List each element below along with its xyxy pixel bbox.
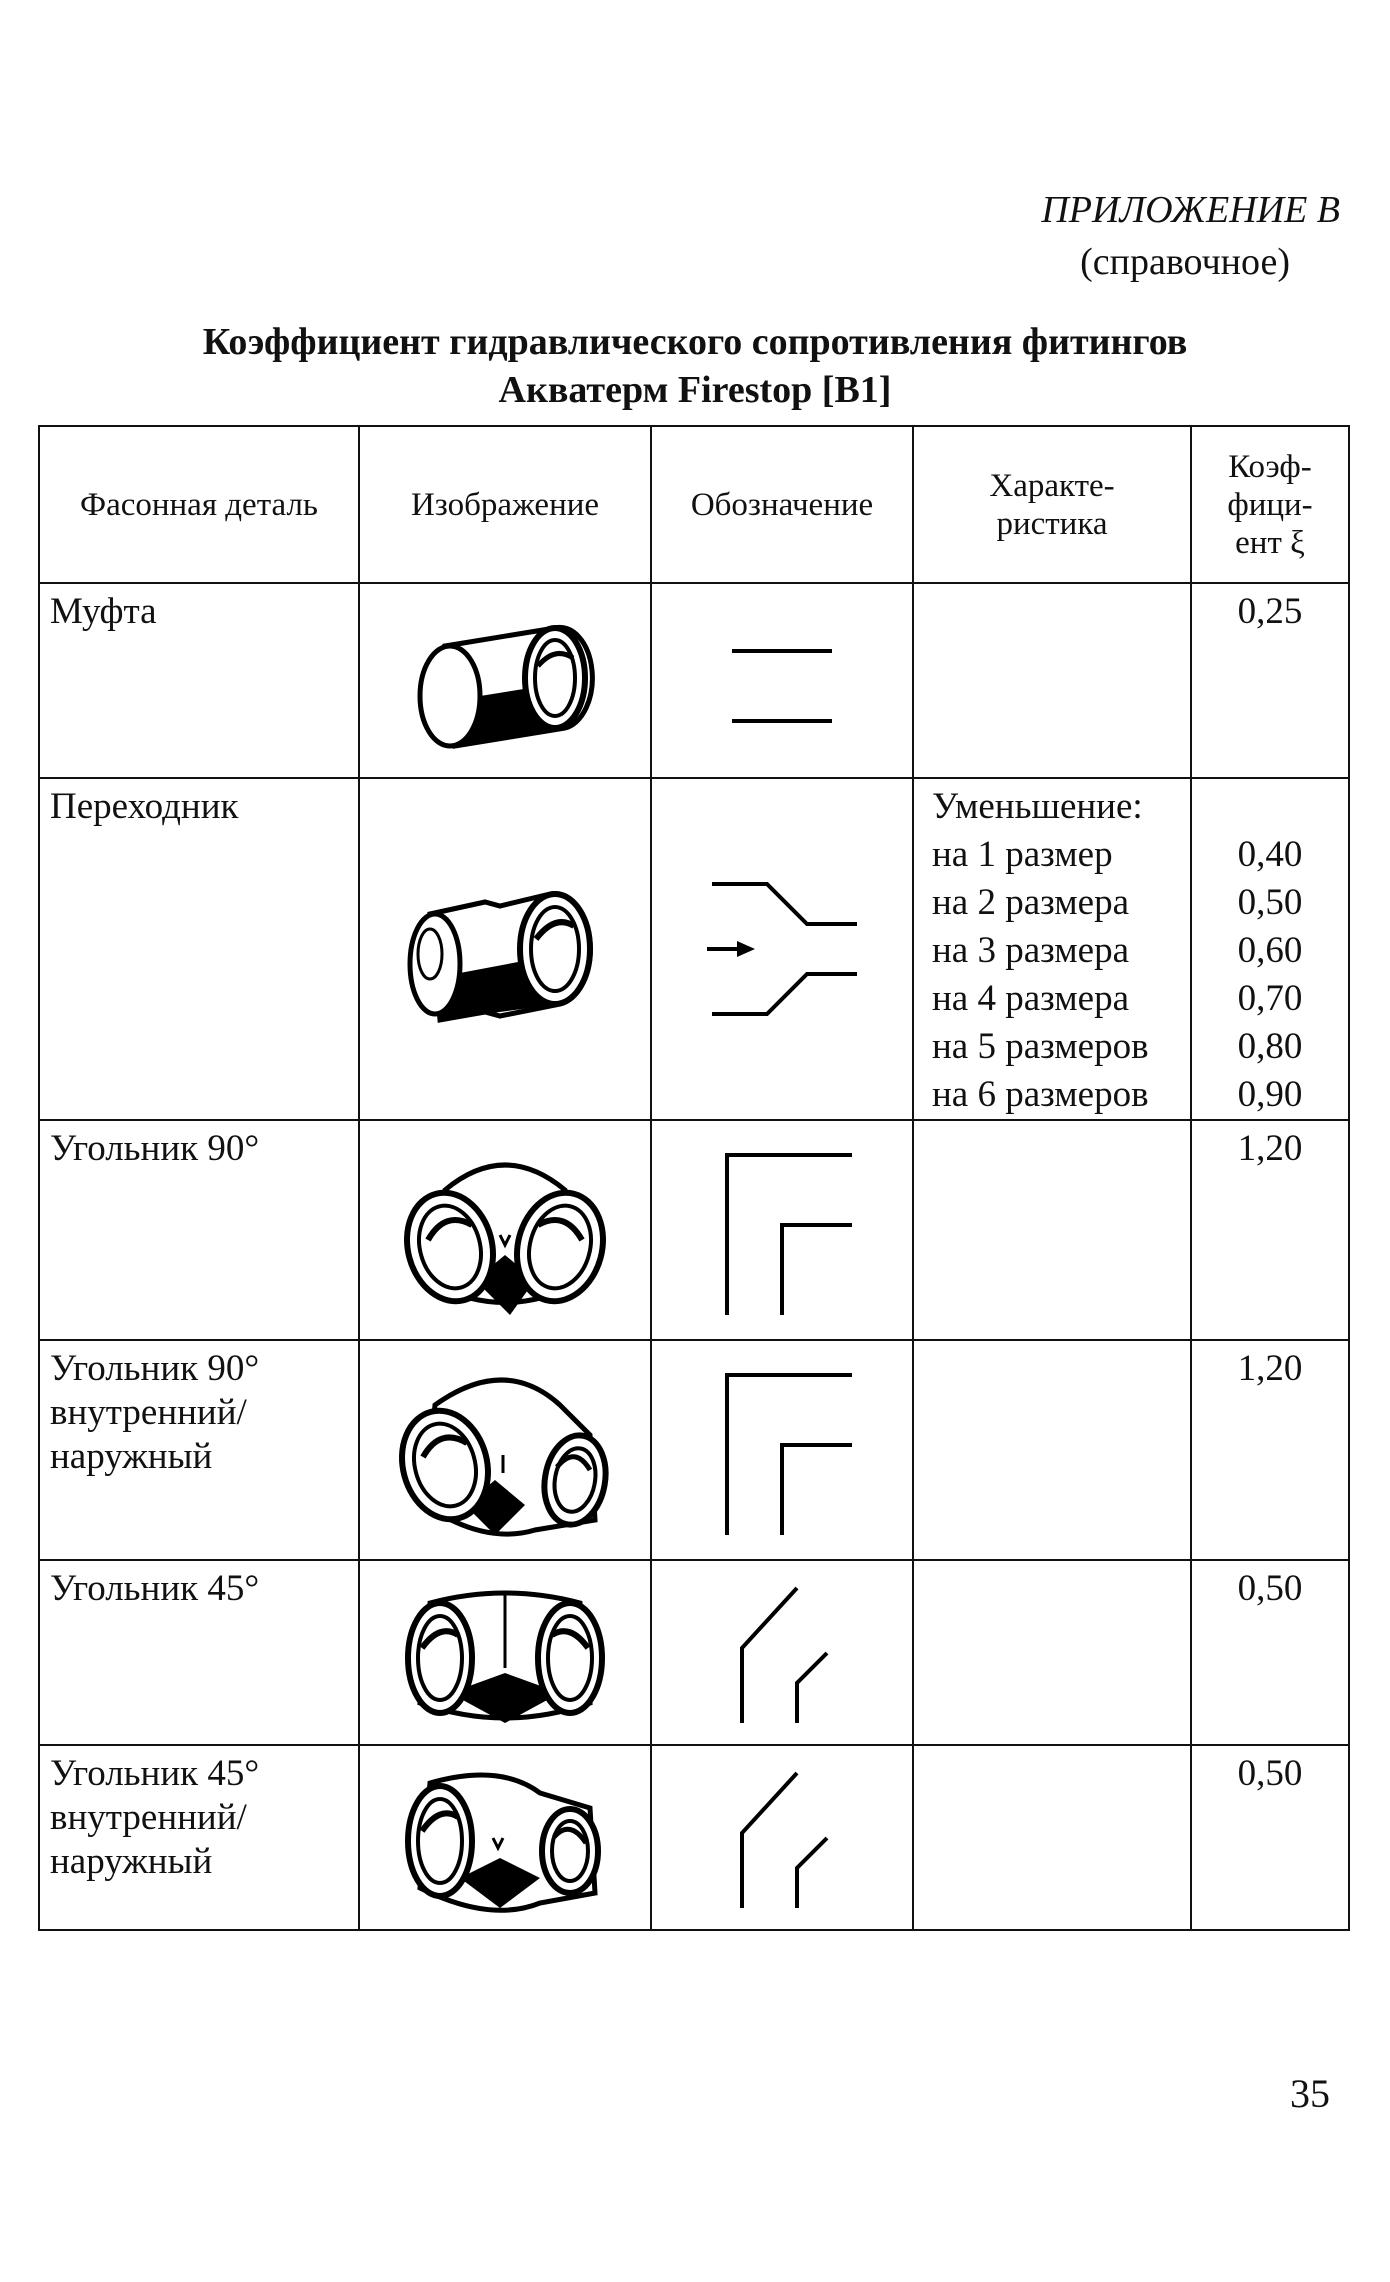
part-name: наружный — [50, 1436, 213, 1477]
fittings-table — [38, 425, 1350, 1931]
coefficient-value: 0,25 — [1237, 591, 1303, 632]
characteristic-item: на 3 размера — [932, 930, 1129, 971]
reducer-symbol-icon — [697, 859, 867, 1039]
part-name: Переходник — [50, 786, 239, 827]
header-coefficient — [1191, 426, 1349, 583]
coefficient-value: 1,20 — [1237, 1128, 1303, 1169]
table-row — [39, 778, 1349, 1120]
coupling-symbol-icon — [712, 611, 852, 751]
characteristic-item: на 6 размеров — [932, 1074, 1149, 1115]
table-row — [39, 1120, 1349, 1340]
part-coefficient-cell — [1191, 1560, 1349, 1745]
header-coefficient-line-3: ент ξ — [1235, 524, 1305, 561]
table-row — [39, 1560, 1349, 1745]
coefficient-value: 0,60 — [1237, 930, 1303, 971]
part-symbol-cell — [651, 1340, 913, 1560]
part-characteristic-cell — [913, 583, 1191, 778]
part-name-cell — [39, 583, 359, 778]
elbow-90-icon — [390, 1135, 620, 1325]
part-name-cell — [39, 1560, 359, 1745]
part-image-cell — [359, 583, 651, 778]
part-name: наружный — [50, 1841, 213, 1882]
header-characteristic-line-1: Характе- — [989, 467, 1115, 504]
part-symbol-cell — [651, 778, 913, 1120]
part-name: Угольник 90° — [50, 1348, 260, 1389]
table-row — [39, 1340, 1349, 1560]
part-name: Угольник 45° — [50, 1568, 260, 1609]
part-symbol-cell — [651, 583, 913, 778]
part-image-cell — [359, 1560, 651, 1745]
coefficient-value: 0,50 — [1237, 1753, 1303, 1794]
part-symbol-cell — [651, 1745, 913, 1930]
part-name: Угольник 45° — [50, 1753, 260, 1794]
part-coefficient-cell — [1191, 778, 1349, 1120]
part-name-cell — [39, 1745, 359, 1930]
table-row — [39, 583, 1349, 778]
elbow-90-symbol-icon — [702, 1135, 862, 1325]
part-coefficient-cell — [1191, 1340, 1349, 1560]
coefficient-value: 1,20 — [1237, 1348, 1303, 1389]
part-name: Угольник 90° — [50, 1128, 260, 1169]
part-image-cell — [359, 1120, 651, 1340]
reducer-icon — [390, 864, 620, 1034]
coefficient-value: 0,50 — [1237, 882, 1303, 923]
document-title-line-2: Акватерм Firestop [В1] — [498, 369, 892, 411]
part-characteristic-cell — [913, 1340, 1191, 1560]
characteristic-item: на 5 размеров — [932, 1026, 1149, 1067]
characteristic-title: Уменьшение: — [932, 786, 1143, 827]
appendix-title: ПРИЛОЖЕНИЕ В — [1041, 189, 1340, 231]
header-characteristic-line-2: ристика — [996, 505, 1108, 542]
characteristic-item: на 2 размера — [932, 882, 1129, 923]
part-characteristic-cell — [913, 778, 1191, 1120]
elbow-45-mf-symbol-icon — [712, 1758, 852, 1918]
header-coefficient-line-1: Коэф- — [1228, 448, 1312, 485]
part-characteristic-cell — [913, 1745, 1191, 1930]
part-image-cell — [359, 778, 651, 1120]
part-characteristic-cell — [913, 1120, 1191, 1340]
document-title — [0, 318, 1390, 414]
elbow-90-mf-icon — [385, 1355, 625, 1545]
appendix-subtitle: (справочное) — [1080, 241, 1290, 283]
page-number: 35 — [1290, 2071, 1330, 2116]
characteristic-item: на 1 размер — [932, 834, 1113, 875]
document-title-line-1: Коэффициент гидравлического сопротивления фитингов — [202, 321, 1188, 363]
part-characteristic-cell — [913, 1560, 1191, 1745]
part-name-cell — [39, 1340, 359, 1560]
coefficient-value: 0,40 — [1237, 834, 1303, 875]
part-name: внутренний/ — [50, 1797, 247, 1838]
part-image-cell — [359, 1340, 651, 1560]
header-coefficient-line-2: фици- — [1227, 486, 1313, 523]
part-coefficient-cell — [1191, 1120, 1349, 1340]
coefficient-value: 0,70 — [1237, 978, 1303, 1019]
part-symbol-cell — [651, 1120, 913, 1340]
characteristic-item: на 4 размера — [932, 978, 1129, 1019]
coefficient-value: 0,90 — [1237, 1074, 1303, 1115]
coupling-icon — [405, 606, 605, 756]
part-name-cell — [39, 1120, 359, 1340]
elbow-90-mf-symbol-icon — [702, 1355, 862, 1545]
part-name-cell — [39, 778, 359, 1120]
header-symbol: Обозначение — [651, 426, 913, 583]
part-image-cell — [359, 1745, 651, 1930]
header-part: Фасонная деталь — [39, 426, 359, 583]
coefficient-value: 0,80 — [1237, 1026, 1303, 1067]
header-image: Изображение — [359, 426, 651, 583]
part-name: Муфта — [50, 591, 157, 632]
part-symbol-cell — [651, 1560, 913, 1745]
elbow-45-mf-icon — [390, 1753, 620, 1923]
part-coefficient-cell — [1191, 583, 1349, 778]
elbow-45-icon — [390, 1573, 620, 1733]
part-coefficient-cell — [1191, 1745, 1349, 1930]
part-name: внутренний/ — [50, 1392, 247, 1433]
elbow-45-symbol-icon — [712, 1573, 852, 1733]
table-row — [39, 1745, 1349, 1930]
header-characteristic — [913, 426, 1191, 583]
coefficient-value: 0,50 — [1237, 1568, 1303, 1609]
table-header-row — [39, 426, 1349, 583]
